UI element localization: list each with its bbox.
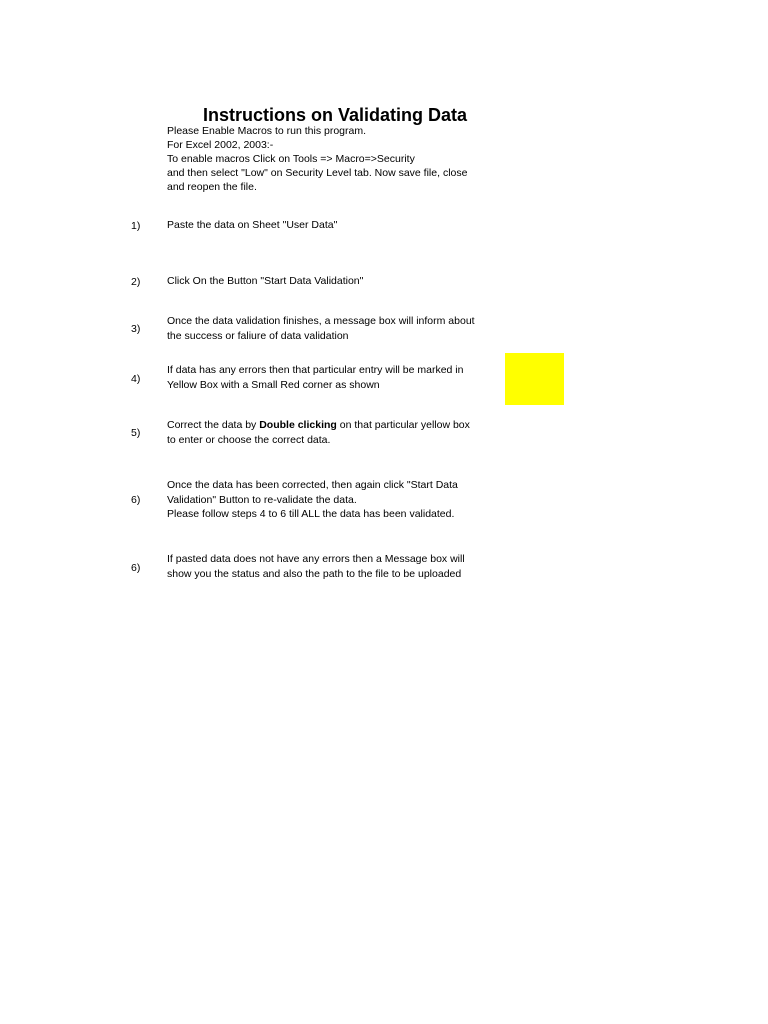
step-line xyxy=(167,418,470,433)
step-number: 4) xyxy=(131,373,141,385)
step-text xyxy=(167,314,475,343)
step-line: Once the data has been corrected, then again click "Start Data xyxy=(167,479,458,491)
intro-line: For Excel 2002, 2003:- xyxy=(167,139,274,151)
intro-line: and reopen the file. xyxy=(167,181,257,193)
step-line: If pasted data does not have any errors then a Message box will xyxy=(167,553,465,565)
step-text xyxy=(167,218,337,233)
step-line: Once the data validation finishes, a message box will inform about xyxy=(167,315,475,327)
step-line: show you the status and also the path to the file to be uploaded xyxy=(167,567,462,580)
yellow-example-box xyxy=(505,353,564,405)
intro-line: and then select "Low" on Security Level tab. Now save file, close xyxy=(167,167,468,179)
step-text xyxy=(167,478,458,522)
step-line: the success or faliure of data validation xyxy=(167,329,349,342)
step-line: to enter or choose the correct data. xyxy=(167,433,331,446)
step-line: Yellow Box with a Small Red corner as shown xyxy=(167,378,380,391)
step-number: 6) xyxy=(131,562,141,574)
step-text xyxy=(167,552,465,581)
step-number: 1) xyxy=(131,220,141,232)
intro-block xyxy=(167,124,467,194)
step-text xyxy=(167,274,363,289)
step-number: 3) xyxy=(131,323,141,335)
step-text xyxy=(167,418,470,447)
step-line: Validation" Button to re-validate the data. xyxy=(167,493,357,506)
page-title: Instructions on Validating Data xyxy=(202,105,468,125)
double-clicking-bold: Double clicking xyxy=(259,419,337,431)
step-line: Paste the data on Sheet "User Data" xyxy=(167,219,338,231)
step-number: 6) xyxy=(131,494,141,506)
step-text xyxy=(167,363,463,392)
step-number: 5) xyxy=(131,427,141,439)
step-line: Click On the Button "Start Data Validation" xyxy=(167,275,364,287)
step-text-part: on that particular yellow box xyxy=(336,419,470,431)
intro-line: Please Enable Macros to run this program. xyxy=(167,125,367,137)
step-line: Please follow steps 4 to 6 till ALL the data has been validated. xyxy=(167,508,455,520)
step-line: If data has any errors then that particular entry will be marked in xyxy=(167,364,464,376)
intro-line: To enable macros Click on Tools => Macro=>Security xyxy=(167,153,415,165)
step-text-part: Correct the data by xyxy=(167,419,260,431)
step-number: 2) xyxy=(131,276,141,288)
